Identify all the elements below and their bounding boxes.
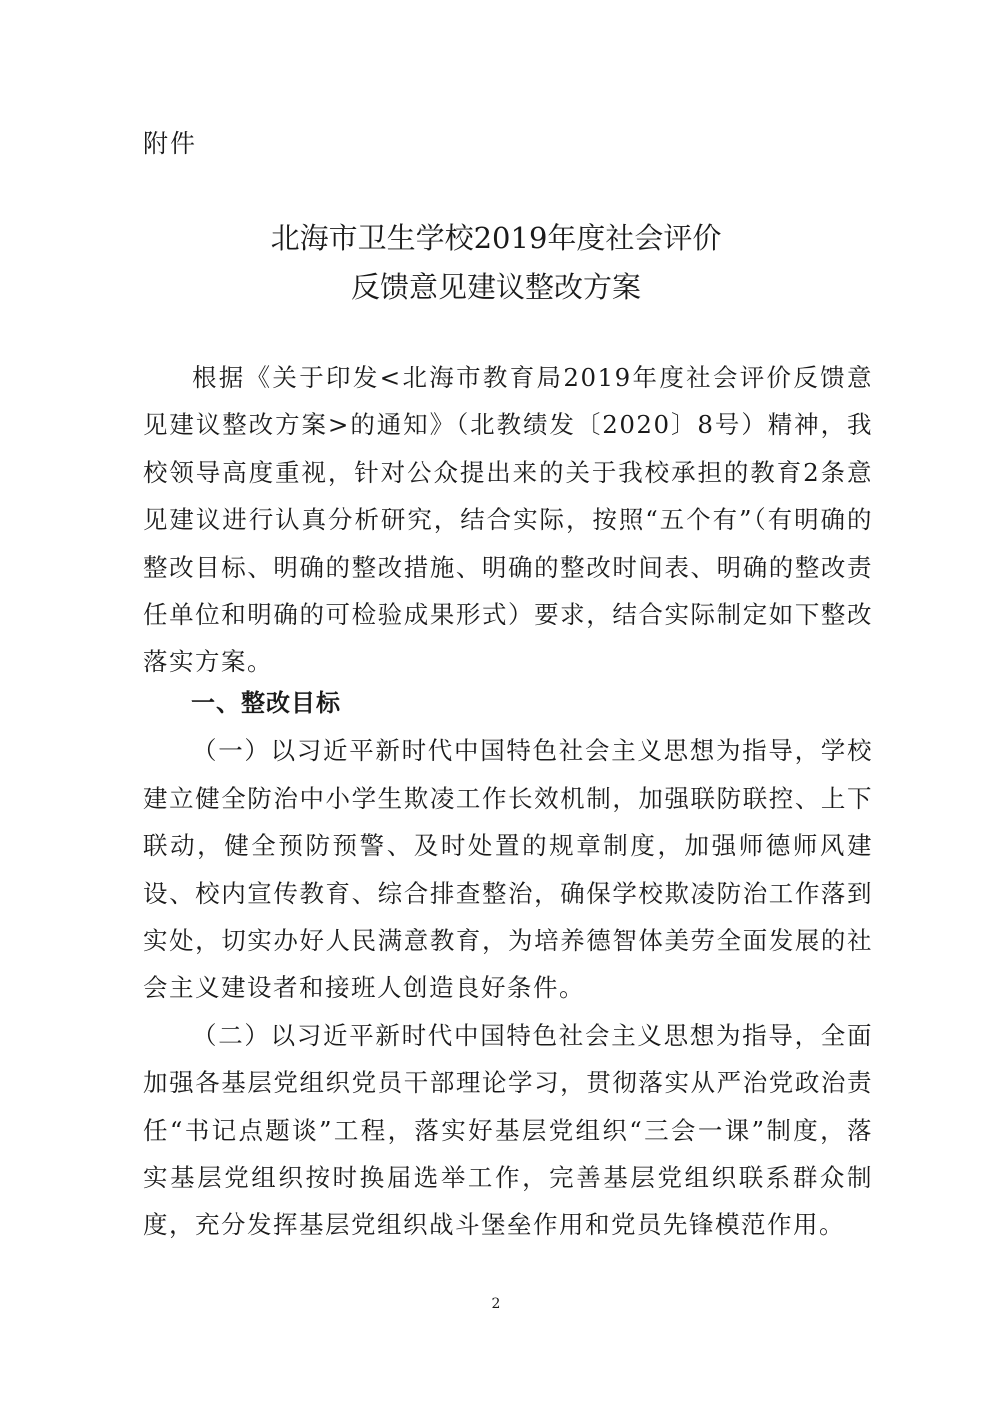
attachment-label: 附件 [143, 129, 198, 158]
page-number: 2 [491, 1296, 501, 1312]
document-title-line1: 北海市卫生学校2019年度社会评价 [270, 221, 722, 255]
intro-paragraph: 根据《关于印发<北海市教育局2019年度社会评价反馈意见建议整改方案>的通知》（北教绩发〔2020〕8号）精神，我校领导高度重视，针对公众提出来的关于我校承担的教育2条意见建议进行认真分析研究，结合实际，按照“五个有”（有明确的整改目标、明确的整改措施、明确的整改时间表、明确的整改责任单位和明确的可检验成果形式）要求，结合实际制定如下整改落实方案。 [143, 363, 873, 677]
document-title-line2: 反馈意见建议整改方案 [350, 270, 641, 304]
intro-block [143, 354, 873, 686]
section-paragraph-1: （一）以习近平新时代中国特色社会主义思想为指导，学校建立健全防治中小学生欺凌工作长效机制，加强联防联控、上下联动，健全预防预警、及时处置的规章制度，加强师德师风建设、校内宣传教育、综合排查整治，确保学校欺凌防治工作落到实处，切实办好人民满意教育，为培养德智体美劳全面发展的社会主义建设者和接班人创造良好条件。 [143, 736, 873, 1003]
section-paragraph-2: （二）以习近平新时代中国特色社会主义思想为指导，全面加强各基层党组织党员干部理论学习，贯彻落实从严治党政治责任“书记点题谈”工程，落实好基层党组织“三会一课”制度，落实基层党组织按时换届选举工作，完善基层党组织联系群众制度，充分发挥基层党组织战斗堡垒作用和党员先锋模范作用。 [143, 1020, 873, 1240]
section-block [143, 680, 873, 1249]
section-heading: 一、整改目标 [191, 689, 341, 717]
